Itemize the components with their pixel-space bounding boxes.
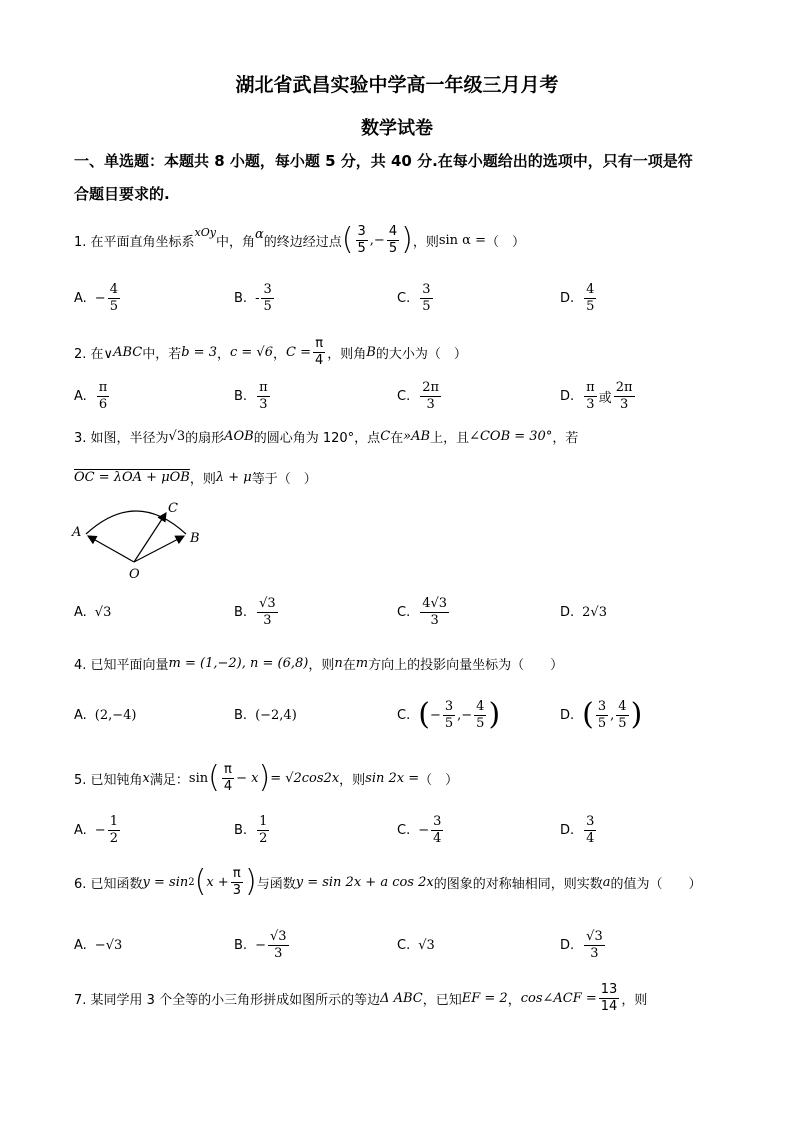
option-fraction-den: 5 bbox=[422, 298, 431, 314]
option-fraction bbox=[257, 380, 270, 413]
q5-close: ) bbox=[258, 760, 271, 795]
q1-ask: sin α = bbox=[438, 232, 486, 248]
option-fraction-num: 1 bbox=[259, 813, 268, 829]
option-fraction bbox=[584, 282, 596, 315]
q3-text1: 3. 如图，半径为 bbox=[74, 430, 169, 446]
q2-comma1: ， bbox=[216, 346, 230, 362]
q7-text1: 7. 某同学用 3 个全等的小三角形拼成如图所示的等边 bbox=[74, 992, 381, 1008]
q3-text2: 的扇形 bbox=[185, 430, 225, 446]
q3-lambda-mu: λ + μ bbox=[215, 469, 252, 485]
q1-point-x bbox=[356, 224, 368, 257]
option-fraction-den: 4 bbox=[433, 830, 442, 846]
option-fraction-den: 3 bbox=[586, 396, 595, 412]
option-fraction-num: π bbox=[586, 379, 595, 395]
option-value: √3 bbox=[94, 604, 112, 620]
option-c[interactable] bbox=[397, 810, 445, 850]
label-a: A bbox=[72, 525, 82, 540]
option-fraction bbox=[443, 699, 455, 732]
option-fraction bbox=[614, 380, 635, 413]
q5-answer-blank: （ ） bbox=[419, 772, 459, 788]
option-fraction-num: √3 bbox=[586, 928, 603, 944]
option-fraction bbox=[616, 699, 628, 732]
option-fraction bbox=[474, 699, 486, 732]
option-fraction-den: 2 bbox=[259, 830, 268, 846]
option-fraction-den: 3 bbox=[263, 612, 272, 628]
option-fraction-den: 6 bbox=[98, 396, 108, 412]
option-fraction bbox=[257, 814, 269, 847]
option-label: B. bbox=[234, 822, 248, 838]
q5-open: ( bbox=[208, 760, 220, 795]
option-c[interactable]: C. ( − $\frac{3}{5}$ ,− $\frac{4}{5}$ ) bbox=[397, 697, 501, 732]
option-fraction-num: 2π bbox=[615, 379, 633, 395]
q4-text1: 4. 已知平面向量 bbox=[74, 657, 169, 673]
q4-text2: ，则 bbox=[308, 657, 335, 673]
q2-B: B bbox=[366, 344, 376, 360]
q6-num: π bbox=[231, 866, 243, 883]
option-a[interactable] bbox=[74, 925, 122, 965]
option-sign: − bbox=[94, 822, 106, 838]
option-label: B. bbox=[234, 388, 248, 404]
q5-x: x bbox=[142, 770, 150, 786]
option-d[interactable] bbox=[560, 592, 607, 632]
option-d[interactable]: D. ( $\frac{3}{5}$ , $\frac{4}{5}$ ) bbox=[560, 697, 643, 732]
vector-oa bbox=[88, 536, 134, 562]
option-label: D. bbox=[560, 604, 575, 620]
option-label: D. bbox=[560, 822, 575, 838]
option-a[interactable] bbox=[74, 695, 137, 735]
option-a[interactable] bbox=[74, 278, 122, 318]
q5-text2: 满足： bbox=[149, 772, 189, 788]
option-sign: - bbox=[255, 290, 260, 306]
label-c: C bbox=[168, 501, 178, 516]
option-b[interactable] bbox=[234, 925, 291, 965]
option-fraction-den: 5 bbox=[597, 715, 607, 731]
option-fraction-den: 5 bbox=[109, 298, 118, 314]
q5-sin: sin bbox=[188, 770, 209, 786]
option-a[interactable] bbox=[74, 810, 122, 850]
page-title: 湖北省武昌实验中学高一年级三月月考 bbox=[235, 74, 559, 96]
q7-triangle: Δ ABC bbox=[380, 990, 423, 1006]
q5-minus-x: − x bbox=[236, 770, 259, 786]
q1-py-num: 4 bbox=[388, 223, 398, 239]
option-fraction-num: 4 bbox=[476, 698, 485, 714]
option-fraction bbox=[584, 814, 596, 847]
q3-text5: 上，且 bbox=[430, 430, 470, 446]
option-b[interactable] bbox=[234, 376, 272, 416]
option-fraction-den: 3 bbox=[259, 396, 268, 412]
q6-open: ( bbox=[194, 864, 207, 899]
q2-b: b = 3 bbox=[181, 344, 217, 360]
q1-alpha: α bbox=[255, 226, 264, 242]
q1-point-y bbox=[387, 224, 399, 257]
option-label: D. bbox=[560, 937, 575, 953]
option-fraction-num: π bbox=[259, 379, 268, 395]
option-fraction bbox=[108, 814, 120, 847]
option-fraction-num: 3 bbox=[586, 813, 595, 829]
option-fraction-num: 4 bbox=[109, 281, 118, 297]
q7-text2: ，已知 bbox=[422, 992, 462, 1008]
option-fraction-den: 4 bbox=[586, 830, 595, 846]
option-fraction bbox=[420, 596, 449, 629]
option-fraction-den: 3 bbox=[430, 612, 439, 628]
q7-den: 14 bbox=[600, 998, 618, 1014]
option-label: A. bbox=[74, 290, 87, 306]
option-d[interactable] bbox=[560, 278, 598, 318]
q6-text2: 与函数 bbox=[256, 876, 296, 892]
question-3-stem-line1 bbox=[74, 425, 578, 447]
q2-C-frac bbox=[313, 336, 325, 369]
q1-text: 1. 在平面直角坐标系 bbox=[74, 234, 195, 250]
option-c[interactable] bbox=[397, 376, 443, 416]
q7-cos: cos∠ACF = bbox=[520, 990, 597, 1006]
option-fraction bbox=[108, 282, 120, 315]
q5-ask: sin 2x = bbox=[365, 770, 420, 786]
option-label: D. bbox=[560, 388, 575, 404]
option-fraction-den: 5 bbox=[444, 715, 454, 731]
option-fraction bbox=[596, 699, 608, 732]
option-c[interactable] bbox=[397, 278, 435, 318]
q3-point-c: C bbox=[380, 428, 391, 444]
vector-oc bbox=[134, 513, 166, 562]
q3-text3: 的圆心角为 120°，点 bbox=[253, 430, 381, 446]
q6-text1: 6. 已知函数 bbox=[74, 876, 143, 892]
option-label: B. bbox=[234, 707, 248, 723]
option-c[interactable] bbox=[397, 592, 451, 632]
option-value: 2√3 bbox=[582, 604, 607, 620]
q5-rhs: = √2cos2x bbox=[270, 770, 340, 786]
q4-text4: 方向上的投影向量坐标为（ ） bbox=[368, 657, 564, 673]
q1-suffix: ，则 bbox=[412, 234, 439, 250]
q3-vector-eq: OC = λOA + μOB bbox=[74, 469, 190, 485]
option-fraction-num: 3 bbox=[597, 698, 607, 714]
option-fraction-num: √3 bbox=[269, 928, 287, 944]
option-fraction-den: 3 bbox=[619, 396, 629, 412]
option-sign: − bbox=[255, 937, 266, 953]
option-fraction-den: 5 bbox=[263, 298, 272, 314]
option-b[interactable] bbox=[234, 278, 276, 318]
option-fraction-num: 3 bbox=[422, 281, 431, 297]
option-label: B. bbox=[234, 290, 248, 306]
option-label: C. bbox=[397, 937, 411, 953]
q5-frac bbox=[222, 762, 234, 795]
option-fraction-num: 2π bbox=[422, 379, 440, 395]
q3-sector: AOB bbox=[224, 428, 254, 444]
q3-arc: »AB bbox=[403, 428, 431, 444]
option-fraction bbox=[268, 929, 289, 962]
option-fraction-den: 3 bbox=[426, 396, 435, 412]
option-sign: − bbox=[94, 290, 106, 306]
q3-radius: √3 bbox=[168, 428, 186, 444]
q6-a: a bbox=[602, 874, 611, 890]
q1-px-den: 5 bbox=[357, 240, 366, 256]
option-fraction bbox=[261, 282, 273, 315]
label-o: O bbox=[129, 567, 140, 582]
q5-num: π bbox=[222, 762, 234, 779]
q2-C: C = bbox=[286, 344, 311, 360]
q4-n: n bbox=[334, 655, 343, 671]
q5-text3: ，则 bbox=[339, 772, 366, 788]
q4-text3: 在 bbox=[342, 657, 356, 673]
option-label: D. bbox=[560, 707, 575, 723]
q6-inner: x + bbox=[206, 874, 229, 890]
q6-y2: y = sin 2x + a cos 2x bbox=[295, 874, 434, 890]
page-subtitle: 数学试卷 bbox=[361, 118, 433, 139]
option-fraction bbox=[420, 380, 441, 413]
option-b[interactable] bbox=[234, 810, 271, 850]
q1-text-mid2: 的终边经过点 bbox=[263, 234, 342, 250]
q2-c: c = √6 bbox=[229, 344, 273, 360]
option-label: A. bbox=[74, 707, 87, 723]
q1-py-den: 5 bbox=[388, 240, 398, 256]
option-open-paren: ( bbox=[418, 697, 430, 732]
option-fraction-den: 5 bbox=[586, 298, 595, 314]
option-fraction-den: 5 bbox=[618, 715, 627, 731]
section-heading-line1: 一、单选题：本题共 8 小题，每小题 5 分，共 40 分.在每小题给出的选项中，只有一项是符 bbox=[74, 152, 693, 170]
option-b[interactable] bbox=[234, 592, 280, 632]
option-close-paren: ) bbox=[630, 697, 643, 732]
q2-text1: 2. 在∨ bbox=[74, 346, 114, 362]
q6-text3: 的图象的对称轴相同，则实数 bbox=[433, 876, 603, 892]
option-label: A. bbox=[74, 604, 87, 620]
q3-text8: 等于（ ） bbox=[251, 471, 317, 487]
option-fraction-num: 3 bbox=[263, 281, 272, 297]
vector-ob bbox=[134, 536, 184, 562]
q7-text3: ， bbox=[507, 992, 521, 1008]
q7-ef: EF = 2 bbox=[461, 990, 508, 1006]
option-fraction-den: 2 bbox=[109, 830, 118, 846]
q1-coord-system: xOy bbox=[194, 225, 216, 239]
option-label: C. bbox=[397, 604, 411, 620]
q2-C-num: π bbox=[313, 336, 325, 353]
option-fraction-num: √3 bbox=[259, 595, 276, 611]
question-6-stem bbox=[74, 862, 702, 902]
q4-vectors: m = (1,−2), n = (6,8) bbox=[168, 655, 309, 671]
question-2-stem bbox=[74, 336, 467, 368]
option-fraction-num: 4√3 bbox=[422, 595, 448, 611]
option-value: (−2,4) bbox=[255, 707, 297, 723]
q3-sector-figure bbox=[66, 496, 216, 582]
label-b: B bbox=[190, 531, 200, 546]
option-label: B. bbox=[234, 604, 248, 620]
question-1-stem: 1. 在平面直角坐标系 xOy 中，角 α 的终边经过点 ( $\frac{3}{5}$ ,− $\frac{4}{5}$ ) ，则 sin α = （ ） bbox=[74, 222, 525, 257]
option-fraction bbox=[584, 929, 605, 962]
q2-triangle: ABC bbox=[113, 344, 143, 360]
q3-text4: 在 bbox=[390, 430, 404, 446]
question-7-stem bbox=[74, 978, 647, 1018]
option-d[interactable] bbox=[560, 810, 598, 850]
option-value: √3 bbox=[418, 937, 435, 953]
option-fraction-num: 4 bbox=[586, 281, 595, 297]
q6-den: 3 bbox=[232, 882, 241, 898]
q7-text4: ，则 bbox=[621, 992, 648, 1008]
q2-text2: 中，若 bbox=[142, 346, 182, 362]
option-fraction bbox=[97, 380, 110, 413]
q6-close: ) bbox=[244, 864, 257, 899]
option-fraction-den: 3 bbox=[274, 945, 283, 961]
q2-text3: ，则角 bbox=[327, 346, 367, 362]
question-3-stem-line2 bbox=[74, 466, 317, 488]
option-label: D. bbox=[560, 290, 575, 306]
q1-px-num: 3 bbox=[357, 223, 366, 239]
q4-m: m bbox=[355, 655, 369, 671]
option-fraction-num: 3 bbox=[433, 813, 442, 829]
option-a[interactable] bbox=[74, 376, 111, 416]
q1-point-open: ( bbox=[341, 222, 354, 257]
q3-angle: ∠COB = 30° bbox=[469, 428, 553, 444]
option-d[interactable] bbox=[560, 925, 607, 965]
q3-text6: ，若 bbox=[552, 430, 579, 446]
option-sign: − bbox=[418, 822, 430, 838]
q2-comma2: ， bbox=[272, 346, 286, 362]
option-close-paren: ) bbox=[488, 697, 501, 732]
option-label: A. bbox=[74, 388, 87, 404]
option-fraction bbox=[431, 814, 443, 847]
option-fraction-num: 1 bbox=[109, 813, 118, 829]
option-fraction-num: π bbox=[98, 379, 108, 395]
q3-text7: ，则 bbox=[189, 471, 216, 487]
option-value: −√3 bbox=[94, 937, 123, 953]
q6-square: 2 bbox=[188, 876, 195, 888]
option-fraction-den: 5 bbox=[476, 715, 485, 731]
option-label: C. bbox=[397, 290, 411, 306]
option-label: B. bbox=[234, 937, 248, 953]
q6-frac bbox=[231, 866, 243, 899]
q5-den: 4 bbox=[223, 778, 233, 794]
option-label: A. bbox=[74, 937, 87, 953]
option-label: A. bbox=[74, 822, 87, 838]
option-label: C. bbox=[397, 822, 411, 838]
option-value: (2,−4) bbox=[94, 707, 137, 723]
option-fraction bbox=[420, 282, 432, 315]
q2-C-den: 4 bbox=[314, 352, 324, 368]
option-or: 或 bbox=[598, 390, 612, 406]
q6-text4: 的值为（ ） bbox=[610, 876, 702, 892]
q2-text4: 的大小为（ ） bbox=[375, 346, 467, 362]
option-fraction-den: 3 bbox=[590, 945, 599, 961]
q6-y1: y = sin bbox=[142, 874, 189, 890]
option-a[interactable] bbox=[74, 592, 111, 632]
q1-answer-blank: （ ） bbox=[485, 234, 525, 250]
q7-frac bbox=[599, 982, 620, 1015]
option-label: C. bbox=[397, 388, 411, 404]
section-heading-line2: 合题目要求的. bbox=[74, 185, 170, 203]
option-c[interactable] bbox=[397, 925, 435, 965]
q7-num: 13 bbox=[600, 981, 618, 997]
question-5-stem bbox=[74, 758, 458, 798]
option-open-paren: ( bbox=[582, 697, 594, 732]
option-b[interactable] bbox=[234, 695, 297, 735]
option-d[interactable] bbox=[560, 376, 637, 416]
option-fraction bbox=[257, 596, 278, 629]
question-4-stem bbox=[74, 652, 563, 674]
q1-point-close: ) bbox=[401, 222, 413, 257]
option-fraction bbox=[584, 380, 597, 413]
q1-text-mid: 中，角 bbox=[215, 234, 255, 250]
option-label: C. bbox=[397, 707, 411, 723]
option-fraction-num: 3 bbox=[444, 698, 454, 714]
q5-text1: 5. 已知钝角 bbox=[74, 772, 143, 788]
option-fraction-num: 4 bbox=[618, 698, 627, 714]
